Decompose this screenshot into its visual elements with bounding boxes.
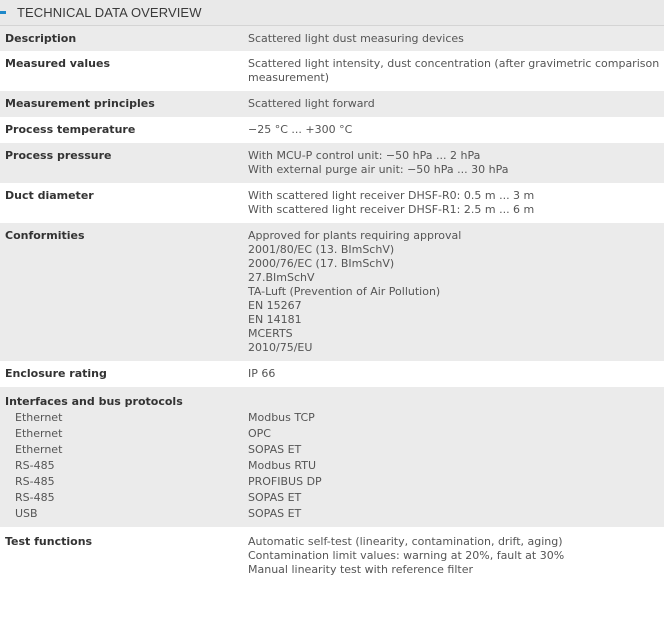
interface-name-cell	[0, 411, 248, 427]
interface-protocol: SOPAS ET	[248, 443, 664, 459]
spec-value-line: 2001/80/EC (13. BImSchV)	[248, 243, 395, 256]
spec-label: Measurement principles	[0, 91, 248, 117]
header-accent-bar	[0, 11, 6, 14]
spec-row	[0, 361, 664, 387]
spec-value	[248, 223, 664, 361]
section-header	[0, 0, 664, 26]
interface-name: RS-485	[15, 491, 55, 504]
interface-row	[0, 411, 664, 427]
spec-label: Process pressure	[0, 143, 248, 183]
spec-value-line: With scattered light receiver DHSF-R0: 0.5 m ... 3 m	[248, 189, 535, 202]
spec-value-line: −25 °C ... +300 °C	[248, 123, 353, 136]
spec-label: Measured values	[0, 51, 248, 91]
spec-label: Enclosure rating	[0, 361, 248, 387]
spec-value-line: Scattered light intensity, dust concentration (after gravimetric comparison	[248, 57, 660, 70]
interface-protocol: Modbus TCP	[248, 411, 664, 427]
interface-name-cell	[0, 459, 248, 475]
spec-value-line: 2010/75/EU	[248, 341, 313, 354]
interface-row	[0, 491, 664, 507]
interface-row	[0, 475, 664, 491]
interface-name: RS-485	[15, 475, 55, 488]
spec-value-line: Automatic self-test (linearity, contamination, drift, aging)	[248, 535, 563, 548]
spec-value	[248, 183, 664, 223]
spec-row	[0, 117, 664, 143]
spec-value	[248, 117, 664, 143]
spec-label: Description	[0, 26, 248, 51]
spec-value-line: With external purge air unit: −50 hPa ... 30 hPa	[248, 163, 509, 176]
technical-data-body	[0, 26, 664, 577]
interface-protocol: OPC	[248, 427, 664, 443]
spec-value	[248, 361, 664, 387]
spec-label: Conformities	[0, 223, 248, 361]
interface-protocol: PROFIBUS DP	[248, 475, 664, 491]
spec-label: Duct diameter	[0, 183, 248, 223]
spec-value-line: Scattered light forward	[248, 97, 375, 110]
spec-value-line: 27.BImSchV	[248, 271, 315, 284]
spec-value-line: 2000/76/EC (17. BImSchV)	[248, 257, 395, 270]
spec-label: Test functions	[0, 527, 248, 577]
spec-value-line: With MCU-P control unit: −50 hPa ... 2 hPa	[248, 149, 481, 162]
interface-row	[0, 459, 664, 475]
section-title: TECHNICAL DATA OVERVIEW	[17, 5, 202, 20]
interface-row	[0, 443, 664, 459]
spec-value	[248, 143, 664, 183]
spec-row	[0, 91, 664, 117]
spec-value-line: Scattered light dust measuring devices	[248, 32, 464, 45]
spec-row-test-functions	[0, 527, 664, 577]
spec-value-line: With scattered light receiver DHSF-R1: 2.5 m ... 6 m	[248, 203, 535, 216]
interface-name: RS-485	[15, 459, 55, 472]
interface-name: Ethernet	[15, 443, 63, 456]
spec-value-line: Contamination limit values: warning at 20%, fault at 30%	[248, 549, 565, 562]
interface-protocol: Modbus RTU	[248, 459, 664, 475]
interface-name-cell	[0, 475, 248, 491]
spec-row	[0, 26, 664, 51]
spec-row	[0, 51, 664, 91]
interface-name-cell	[0, 443, 248, 459]
spec-value-line: EN 14181	[248, 313, 302, 326]
spec-value-line: Approved for plants requiring approval	[248, 229, 462, 242]
spec-value-line: Manual linearity test with reference filter	[248, 563, 474, 576]
interface-name: Ethernet	[15, 427, 63, 440]
interface-protocol: SOPAS ET	[248, 491, 664, 507]
spec-row	[0, 183, 664, 223]
spec-label: Process temperature	[0, 117, 248, 143]
spec-value-line: measurement)	[248, 71, 330, 84]
interfaces-header-spacer	[248, 387, 664, 411]
spec-value	[248, 91, 664, 117]
interface-protocol: SOPAS ET	[248, 507, 664, 527]
interface-name: Ethernet	[15, 411, 63, 424]
interface-name: USB	[15, 507, 38, 520]
spec-value-line: MCERTS	[248, 327, 293, 340]
spec-value	[248, 527, 664, 577]
spec-value-line: TA-Luft (Prevention of Air Pollution)	[248, 285, 441, 298]
interface-row	[0, 507, 664, 527]
interface-name-cell	[0, 507, 248, 527]
spec-value	[248, 51, 664, 91]
spec-row	[0, 223, 664, 361]
spec-value	[248, 26, 664, 51]
technical-data-table	[0, 26, 664, 577]
interface-name-cell	[0, 491, 248, 507]
spec-value-line: EN 15267	[248, 299, 302, 312]
interface-name-cell	[0, 427, 248, 443]
interface-row	[0, 427, 664, 443]
interfaces-header-row	[0, 387, 664, 411]
interfaces-label: Interfaces and bus protocols	[0, 387, 248, 411]
spec-row	[0, 143, 664, 183]
spec-value-line: IP 66	[248, 367, 276, 380]
